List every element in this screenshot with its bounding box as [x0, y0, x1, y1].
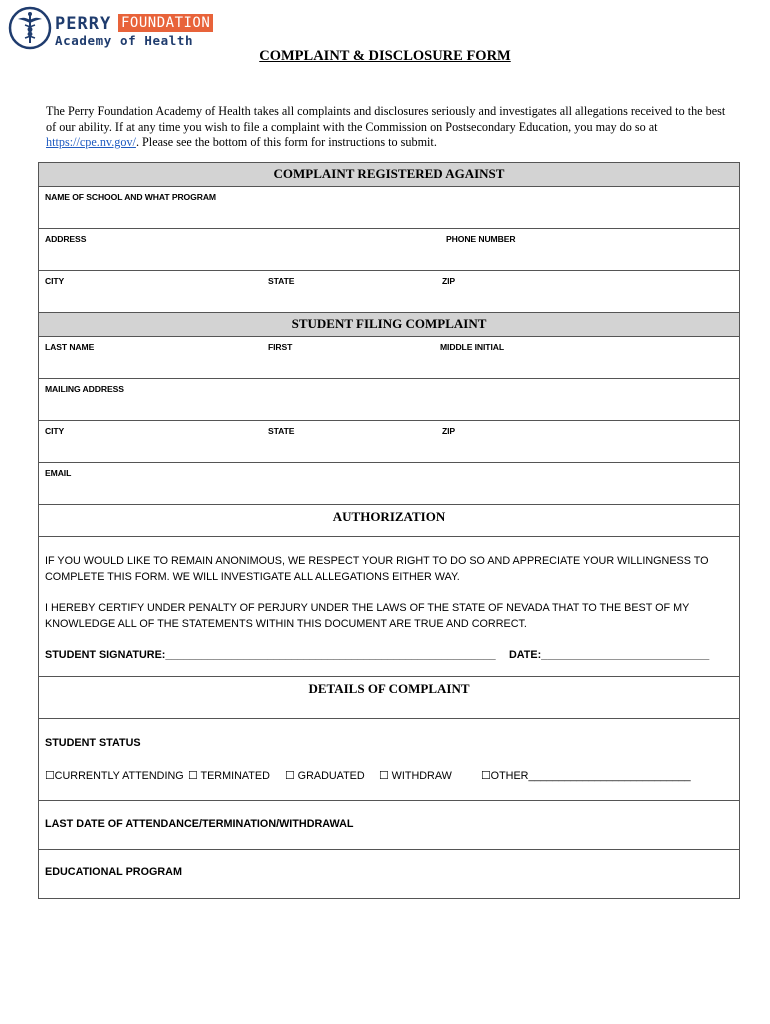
checkbox-currently-attending[interactable]: ☐CURRENTLY ATTENDING	[45, 770, 184, 782]
field-city-state-zip[interactable]	[39, 271, 739, 313]
label-last-date: LAST DATE OF ATTENDANCE/TERMINATION/WITHDRAWAL	[45, 818, 354, 830]
checkbox-withdraw[interactable]: ☐ WITHDRAW	[379, 770, 452, 782]
label-address: ADDRESS	[45, 234, 87, 244]
label-zip: ZIP	[442, 276, 456, 286]
certification-statement: I HEREBY CERTIFY UNDER PENALTY OF PERJURY UNDER THE LAWS OF THE STATE OF NEVADA THAT TO THE BEST OF MY KNOWLEDGE ALL OF THE STATEMENTS WITHIN THIS DOCUMENT ARE TRUE AND CORRECT.	[45, 602, 690, 630]
caduceus-icon	[8, 6, 52, 50]
field-address-phone[interactable]	[39, 229, 739, 271]
label-mailing-address: MAILING ADDRESS	[45, 384, 124, 394]
section-authorization-heading: AUTHORIZATION	[39, 505, 739, 537]
label-state: STATE	[268, 276, 295, 286]
student-status-row	[39, 719, 739, 801]
authorization-body	[39, 537, 739, 677]
form-title-wrap	[0, 48, 770, 65]
section-against-heading: COMPLAINT REGISTERED AGAINST	[39, 163, 739, 187]
form-title: COMPLAINT & DISCLOSURE FORM	[259, 48, 511, 64]
signature-line[interactable]: STUDENT SIGNATURE:_______________________________________________________	[45, 649, 496, 661]
cpe-link[interactable]: https://cpe.nv.gov/	[46, 135, 136, 149]
section-details-heading: DETAILS OF COMPLAINT	[39, 677, 739, 719]
section-student-heading: STUDENT FILING COMPLAINT	[39, 313, 739, 337]
label-city: CITY	[45, 276, 65, 286]
checkbox-terminated[interactable]: ☐ TERMINATED	[188, 770, 270, 782]
label-student-zip: ZIP	[442, 426, 456, 436]
field-last-date[interactable]	[39, 801, 739, 850]
anonymous-notice: IF YOU WOULD LIKE TO REMAIN ANONIMOUS, WE RESPECT YOUR RIGHT TO DO SO AND APPRECIATE YOUR WILLINGNESS TO COMPLETE THIS FORM. WE WILL INVESTIGATE ALL ALLEGATIONS EITHER WAY.	[45, 555, 709, 583]
label-email: EMAIL	[45, 468, 72, 478]
field-educational-program[interactable]	[39, 850, 739, 898]
field-student-name[interactable]	[39, 337, 739, 379]
label-student-state: STATE	[268, 426, 295, 436]
label-student-status: STUDENT STATUS	[45, 737, 141, 749]
logo	[8, 6, 211, 52]
label-student-city: CITY	[45, 426, 65, 436]
field-email[interactable]	[39, 463, 739, 505]
logo-name-foundation: FOUNDATION	[118, 14, 213, 32]
label-first-name: FIRST	[268, 342, 293, 352]
label-educational-program: EDUCATIONAL PROGRAM	[45, 866, 182, 878]
intro-text: The Perry Foundation Academy of Health takes all complaints and disclosures seriously and investigates all allegations received to the best of our ability. If at any time you wish to file a complaint with the Commission on Postsecondary Education, you may do so at	[46, 104, 726, 134]
complaint-form	[38, 162, 740, 899]
label-middle-initial: MIDDLE INITIAL	[440, 342, 505, 352]
checkbox-graduated[interactable]: ☐ GRADUATED	[285, 770, 365, 782]
field-mailing-address[interactable]	[39, 379, 739, 421]
intro-text-end: . Please see the bottom of this form for instructions to submit.	[135, 135, 437, 149]
intro-paragraph	[46, 104, 736, 151]
label-school-program: NAME OF SCHOOL AND WHAT PROGRAM	[45, 192, 216, 202]
date-line[interactable]: DATE:____________________________	[509, 649, 710, 661]
logo-name-perry: PERRY	[55, 14, 112, 34]
field-school-program[interactable]	[39, 187, 739, 229]
label-phone: PHONE NUMBER	[446, 234, 516, 244]
logo-tagline: Academy of Health	[55, 33, 194, 48]
label-last-name: LAST NAME	[45, 342, 95, 352]
checkbox-other[interactable]: ☐OTHER___________________________	[481, 770, 691, 782]
field-student-city-state-zip[interactable]	[39, 421, 739, 463]
